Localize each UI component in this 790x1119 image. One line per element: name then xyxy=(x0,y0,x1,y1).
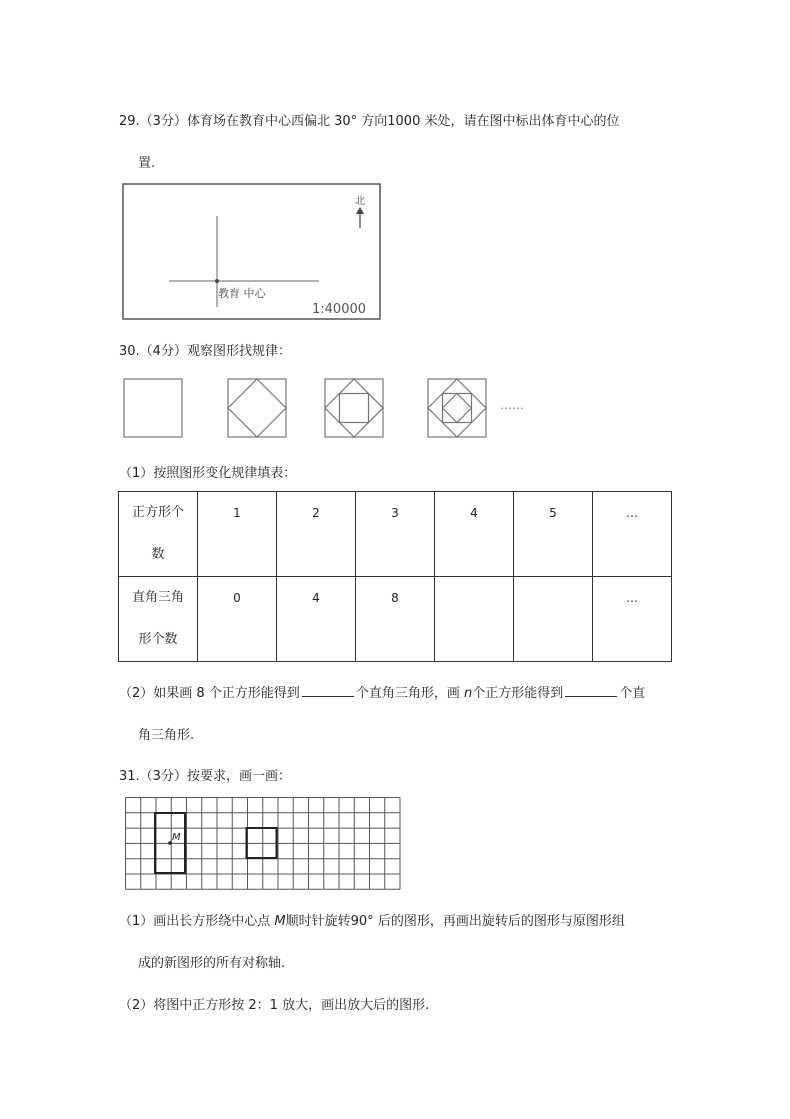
pattern-table xyxy=(118,491,672,662)
scale-label: 1:40000 xyxy=(312,302,367,317)
point-m-label: M xyxy=(172,832,181,843)
q29-map xyxy=(122,183,382,321)
row2-header: 直角三角 形个数 xyxy=(119,577,198,662)
row1-header: 正方形个 数 xyxy=(119,492,198,577)
q29-text-line1: 29.（3分）体育场在教育中心西偏北 30° 方向1000 米处，请在图中标出体育中心的位 xyxy=(119,114,620,129)
table-cell: … xyxy=(593,492,672,577)
q30-title: 30.（4分）观察图形找规律： xyxy=(119,344,291,359)
table-cell-blank[interactable] xyxy=(514,577,593,662)
figure-2 xyxy=(228,379,286,437)
table-cell: 1 xyxy=(198,492,277,577)
table-cell: 4 xyxy=(277,577,356,662)
center-point xyxy=(215,279,219,283)
q31-title: 31.（3分）按要求，画一画： xyxy=(119,769,291,784)
q30-part2-line2: 角三角形. xyxy=(138,728,195,743)
q31-part1-line1: （1）画出长方形绕中心点 M顺时针旋转90° 后的图形，再画出旋转后的图形与原图形组 xyxy=(119,914,625,929)
q31-part1-line2: 成的新图形的所有对称轴. xyxy=(138,956,286,971)
answer-blank-1[interactable] xyxy=(302,684,354,697)
table-cell: 2 xyxy=(277,492,356,577)
figure-1 xyxy=(124,379,182,437)
table-cell: … xyxy=(593,577,672,662)
q30-part2-line1: （2）如果画 8 个正方形能得到 个直角三角形，画 n个正方形能得到 个直 xyxy=(119,686,646,701)
table-row-squares xyxy=(119,492,672,577)
table-cell: 8 xyxy=(356,577,435,662)
answer-blank-2[interactable] xyxy=(565,684,617,697)
figure-3 xyxy=(325,379,383,437)
figure-4 xyxy=(428,379,486,437)
q31-part2: （2）将图中正方形按 2：1 放大，画出放大后的图形. xyxy=(119,998,430,1013)
table-cell-blank[interactable] xyxy=(435,577,514,662)
q29-text-line2: 置. xyxy=(138,156,156,171)
center-label: 教育 中心 xyxy=(218,287,266,300)
table-cell: 5 xyxy=(514,492,593,577)
table-row-triangles xyxy=(119,577,672,662)
figures-ellipsis: …… xyxy=(500,398,524,412)
table-cell: 4 xyxy=(435,492,514,577)
q30-part1: （1）按照图形变化规律填表： xyxy=(119,466,297,481)
q31-grid xyxy=(124,796,402,892)
north-label: 北 xyxy=(355,196,365,207)
q30-figures xyxy=(120,375,540,443)
table-cell: 0 xyxy=(198,577,277,662)
table-cell: 3 xyxy=(356,492,435,577)
